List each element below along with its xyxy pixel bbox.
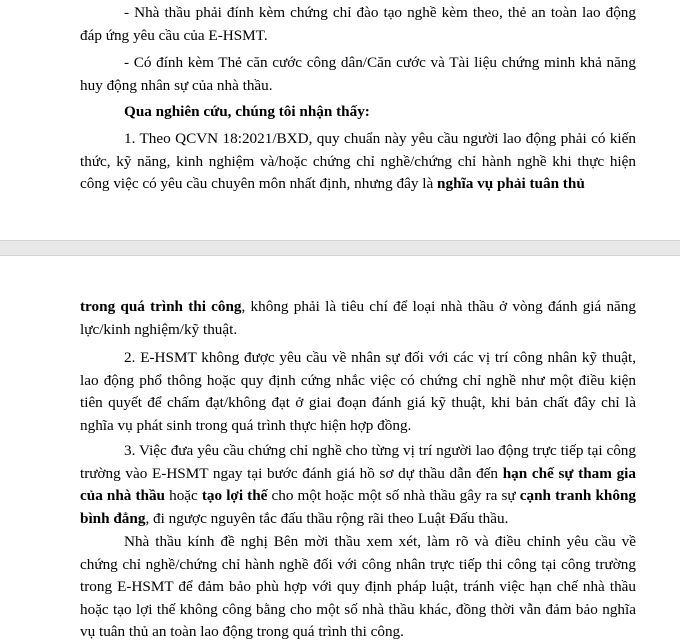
page-break xyxy=(0,240,680,256)
point-3-bold-advantage: tạo lợi thế xyxy=(201,487,268,505)
document-page-2 xyxy=(0,256,680,643)
point-3-text-e: cho một hoặc một số nhà thầu gây ra sự xyxy=(267,487,520,505)
paragraph-point-1 xyxy=(80,128,636,196)
paragraph-training-certificate: - Nhà thầu phải đính kèm chứng chỉ đào tạo nghề kèm theo, thẻ an toàn lao động đáp ứng yêu cầu của E-HSMT. xyxy=(80,4,636,44)
point-3-bold-restrict: hạn chế sự tham gia của nhà thầu xyxy=(80,464,636,505)
paragraph-continued-text: , không phải là tiêu chí để loại nhà thầu ở vòng đánh giá năng lực/kinh nghiệm/kỹ thuật. xyxy=(80,298,636,338)
point-3-bold-unfair: cạnh tranh không bình đẳng xyxy=(80,487,636,527)
paragraph-point-3 xyxy=(80,440,636,530)
point-3-text-g: , đi ngược nguyên tắc đấu thầu rộng rãi theo Luật Đấu thầu. xyxy=(145,509,509,527)
paragraph-id-card: - Có đính kèm Thẻ căn cước công dân/Căn cước và Tài liệu chứng minh khả năng huy động nhân sự của nhà thầu. xyxy=(80,54,636,94)
point-3-text-c: hoặc xyxy=(165,487,202,505)
paragraph-point-1-continued xyxy=(80,296,636,341)
paragraph-request: Nhà thầu kính đề nghị Bên mời thầu xem xét, làm rõ và điều chỉnh yêu cầu về chứng chỉ nghề/chứng chỉ hành nghề đối với công nhân trực tiếp thi công tại công trường trong E-HSMT để đảm bảo phù hợp với quy định pháp luật, tránh việc hạn chế nhà thầu hoặc tạo lợi thế không công bằng cho một số nhà thầu khác, đồng thời vẫn đảm bảo nghĩa vụ tuân thủ an toàn lao động trong quá trình thi công. xyxy=(80,533,636,641)
point-3-text-a: 3. Việc đưa yêu cầu chứng chỉ nghề cho từng vị trí người lao động trực tiếp tại công trường vào E-HSMT ngay tại bước đánh giá hồ sơ dự thầu dẫn đến xyxy=(80,442,636,482)
document-page-1 xyxy=(0,0,680,240)
paragraph-continued-bold: trong quá trình thi công xyxy=(80,298,242,315)
paragraph-point-1-text: 1. Theo QCVN 18:2021/BXD, quy chuẩn này yêu cầu người lao động phải có kiến thức, kỹ năng, kinh nghiệm và/hoặc chứng chỉ nghề/chứng chỉ hành nghề khi thực hiện công việc có yêu cầu chuyên môn nhất định, nhưng đây là xyxy=(80,130,636,193)
section-heading: Qua nghiên cứu, chúng tôi nhận thấy: xyxy=(124,103,370,120)
paragraph-point-1-bold: nghĩa vụ phải tuân thủ xyxy=(437,175,585,193)
paragraph-point-2: 2. E-HSMT không được yêu cầu về nhân sự đối với các vị trí công nhân kỹ thuật, lao động phổ thông hoặc quy định cứng nhắc việc có chứng chỉ nghề như một điều kiện tiên quyết để chấm đạt/không đạt ở giai đoạn đánh giá kỹ thuật, khi bản chất đây chỉ là nghĩa vụ phát sinh trong quá trình thực hiện hợp đồng. xyxy=(80,349,636,434)
